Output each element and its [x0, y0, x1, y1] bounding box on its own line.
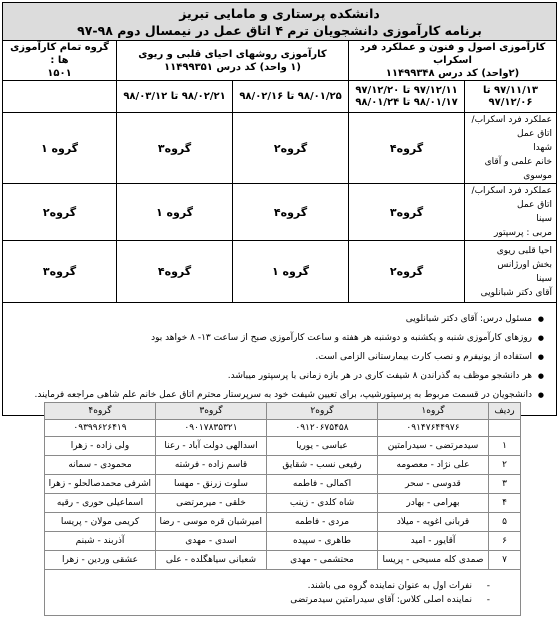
group-all-header — [3, 41, 117, 81]
row-number: ۵ — [489, 513, 521, 532]
date-range-2b: ۹۸/۰۱/۱۷ تا ۹۸/۰۱/۲۴ — [355, 96, 458, 108]
student-name: بهرامی - بهادر — [378, 494, 489, 513]
date-range-3: ۹۸/۰۱/۲۵ تا ۹۸/۰۲/۱۶ — [233, 81, 349, 113]
group-cell: گروه۲ — [3, 184, 117, 241]
student-name: سلوت زرنق - مهسا — [156, 475, 267, 494]
rotation-topic — [465, 184, 557, 241]
student-name: خلقی - میرمرتضی — [156, 494, 267, 513]
group-cell: گروه۳ — [3, 241, 117, 303]
date-range-4: ۹۸/۰۲/۲۱ تا ۹۸/۰۳/۱۲ — [117, 81, 233, 113]
blank-cell — [3, 81, 117, 113]
note-item: ● هر دانشجو موظف به گذراندن ۸ شیفت کاری در هر بازه زمانی با پرسپتور میباشد. — [9, 369, 532, 383]
row-number: ۲ — [489, 456, 521, 475]
rotation-topic — [465, 113, 557, 184]
phones-row — [45, 420, 521, 437]
phone-number: ۰۹۱۲۰۶۷۵۴۵۸ — [267, 420, 378, 437]
student-name: آقایور - امید — [378, 532, 489, 551]
student-name: رفیعی نسب - شقایق — [267, 456, 378, 475]
faculty-title: دانشکده پرستاری و مامایی تبریز — [179, 5, 380, 21]
notes-list — [9, 312, 546, 402]
student-name: شاه کلدی - زینب — [267, 494, 378, 513]
student-name: طاهری - سپیده — [267, 532, 378, 551]
student-name: آذربند - شبنم — [45, 532, 156, 551]
footnote: - نفرات اول به عنوان نماینده گروه می باشند. — [49, 579, 490, 593]
row-number-header: ردیف — [489, 403, 521, 420]
date-range-1: ۹۷/۱۱/۱۳ تا ۹۷/۱۲/۰۶ — [465, 81, 557, 113]
rotation-topic — [465, 241, 557, 303]
footnotes — [45, 570, 521, 616]
notes-section — [3, 303, 557, 416]
student-name: صمدی کله مسیحی - پریسا — [378, 551, 489, 570]
student-name: اشرفی محمدصالحلو - زهرا — [45, 475, 156, 494]
group-cell: گروه ۱ — [233, 241, 349, 303]
group-cell: گروه۲ — [233, 113, 349, 184]
student-name: مردی - فاطمه — [267, 513, 378, 532]
groups-table — [44, 402, 521, 616]
course-1-name: کارآموزی اصول و فنون و عملکرد فرد اسکراب — [359, 42, 546, 66]
course-2-header — [117, 41, 349, 81]
student-name: اکمالی - فاطمه — [267, 475, 378, 494]
topic-line: سینا — [536, 214, 553, 224]
table-row — [45, 532, 521, 551]
student-name: محمودی - سمانه — [45, 456, 156, 475]
student-name: اسماعیلی حوری - رقیه — [45, 494, 156, 513]
note-item: ● دانشجویان در قسمت مربوط به پرسپتورشیپ، برای تعیین شیفت خود به سرپرستار محترم اتاق عمل خانم علم شاهی مراجعه فرمایند. — [9, 388, 532, 402]
course-2-name: کارآموزی روشهای احیای قلبی و ریوی — [138, 48, 327, 60]
phone-number: ۰۹۰۱۷۸۳۵۳۲۱ — [156, 420, 267, 437]
group-cell: گروه۳ — [117, 113, 233, 184]
course-1-code: (۲واحد) کد درس ۱۱۴۹۹۳۴۸ — [385, 68, 520, 79]
group-cell: گروه۴ — [349, 113, 465, 184]
groups-header-row — [45, 403, 521, 420]
group-cell: گروه۳ — [349, 184, 465, 241]
group-cell: گروه ۱ — [117, 184, 233, 241]
footnotes-row — [45, 570, 521, 616]
group-header: گروه۱ — [378, 403, 489, 420]
topic-line: عملکرد فرد اسکراب/ اتاق عمل — [471, 115, 553, 139]
table-row — [45, 437, 521, 456]
table-row — [45, 475, 521, 494]
phone-number: ۰۹۱۴۷۶۴۴۹۷۶ — [378, 420, 489, 437]
program-title: برنامه کارآموزی دانشجویان ترم ۴ اتاق عمل در نیمسال دوم ۹۸-۹۷ — [77, 22, 482, 38]
course-2-code: (۱ واحد) کد درس ۱۱۴۹۹۳۵۱ — [164, 61, 301, 73]
group-all-code: ۱۵۰۱ — [47, 68, 72, 79]
group-all-label: گروه تمام کارآموزی ها : — [10, 42, 109, 66]
footnote: - نماینده اصلی کلاس: آقای سیدرامتین سیدمرتضی — [49, 593, 490, 607]
topic-line: احیا قلبی ریوی — [496, 245, 553, 256]
table-row — [45, 456, 521, 475]
topic-line: خانم علمی و آقای موسوی — [484, 157, 553, 181]
topic-line: مربی : پرسپتور — [494, 228, 553, 238]
row-number: ۷ — [489, 551, 521, 570]
row-number: ۶ — [489, 532, 521, 551]
date-range-2 — [349, 81, 465, 113]
student-name: کریمی مولان - پریسا — [45, 513, 156, 532]
note-item: ● مسئول درس: آقای دکتر شبانلویی — [9, 312, 532, 326]
table-row — [45, 551, 521, 570]
student-name: شعبانی سیاهگلده - علی — [156, 551, 267, 570]
phone-number: ۰۹۳۹۹۶۲۶۴۱۹ — [45, 420, 156, 437]
student-name: اسدی - مهدی — [156, 532, 267, 551]
schedule-row — [3, 113, 557, 184]
group-cell: گروه۴ — [233, 184, 349, 241]
student-name: محتشمی - مهدی — [267, 551, 378, 570]
student-name: قاسم زاده - فرشته — [156, 456, 267, 475]
group-cell: گروه۲ — [349, 241, 465, 303]
student-name: علی نژاد - معصومه — [378, 456, 489, 475]
note-item: ● استفاده از یونیفرم و نصب کارت بیمارستانی الزامی است. — [9, 350, 532, 364]
table-row — [45, 513, 521, 532]
table-row — [45, 494, 521, 513]
schedule-title — [3, 3, 557, 41]
row-number: ۴ — [489, 494, 521, 513]
student-name: عشقی وردین - زهرا — [45, 551, 156, 570]
note-item: ● روزهای کارآموزی شنبه و یکشنبه و دوشنبه هر هفته و ساعت کارآموزی صبح از ساعت ۱۳- ۸ خواهد بود — [9, 331, 532, 345]
topic-line: شهدا — [533, 143, 553, 153]
schedule-table — [2, 2, 557, 416]
topic-line: آقای دکتر شبانلویی — [480, 287, 553, 298]
date-range-2a: ۹۷/۱۲/۱۱ تا ۹۷/۱۲/۲۰ — [355, 84, 458, 96]
student-name: سیدمرتضی - سیدرامتین — [378, 437, 489, 456]
group-header: گروه۴ — [45, 403, 156, 420]
group-cell: گروه۴ — [117, 241, 233, 303]
topic-line: بخش اورژانس — [497, 259, 553, 270]
student-name: قدوسی - سحر — [378, 475, 489, 494]
student-name: قربانی اغویه - میلاد — [378, 513, 489, 532]
schedule-row — [3, 184, 557, 241]
topic-line: سینا — [536, 273, 553, 284]
topic-line: عملکرد فرد اسکراب/ اتاق عمل — [471, 186, 553, 210]
student-name: امیرشبان قره موسی - رضا — [156, 513, 267, 532]
student-name: ولی زاده - زهرا — [45, 437, 156, 456]
empty-cell — [489, 420, 521, 437]
group-header: گروه۲ — [267, 403, 378, 420]
schedule-row — [3, 241, 557, 303]
group-cell: گروه ۱ — [3, 113, 117, 184]
student-name: عباسی - یوریا — [267, 437, 378, 456]
group-header: گروه۳ — [156, 403, 267, 420]
course-1-header — [349, 41, 557, 81]
row-number: ۱ — [489, 437, 521, 456]
student-name: اسدالهی دولت آباد - رعنا — [156, 437, 267, 456]
row-number: ۳ — [489, 475, 521, 494]
